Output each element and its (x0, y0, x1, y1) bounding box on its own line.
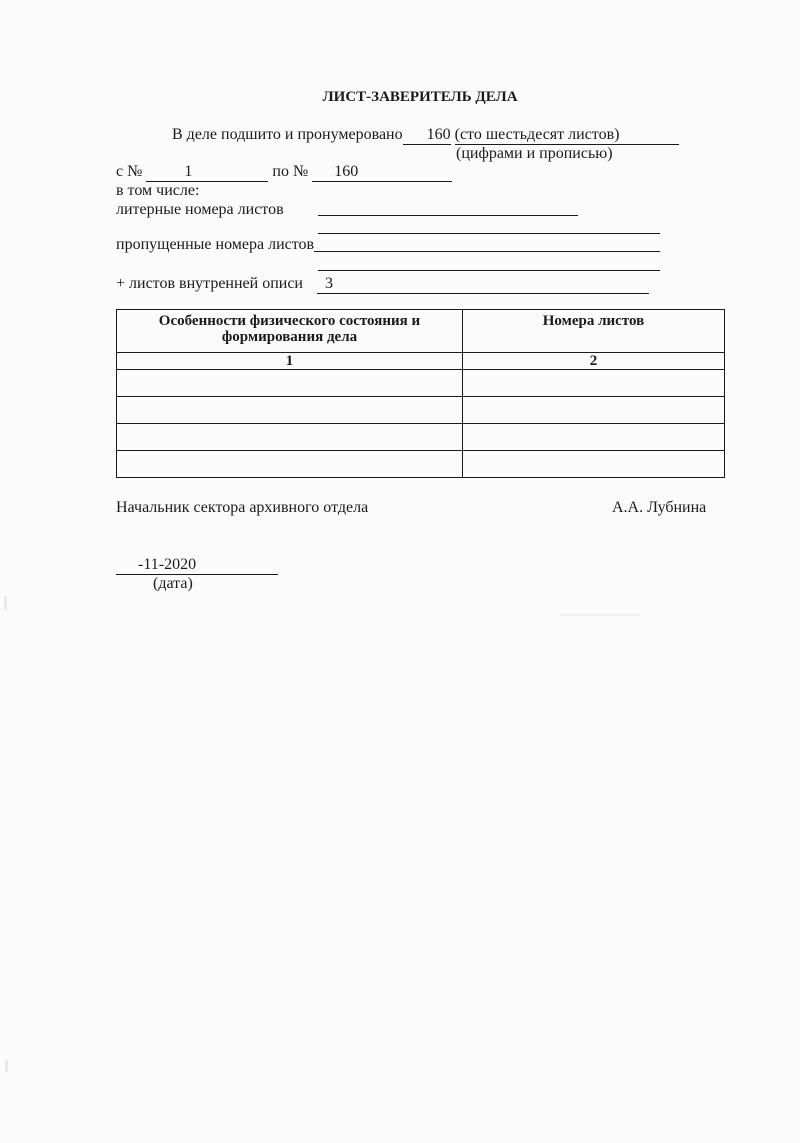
to-label: по № (272, 163, 309, 180)
date-hint: (дата) (153, 575, 193, 592)
signer-name: А.А. Лубнина (612, 499, 707, 516)
to-blank-trail (358, 163, 452, 182)
letter-numbers-line (318, 215, 578, 216)
table-cell (463, 424, 725, 451)
table-row (117, 424, 725, 451)
internal-inventory-value: 3 (325, 275, 333, 292)
scan-speck (4, 596, 7, 610)
sewn-blank-lead (403, 126, 427, 145)
missing-numbers-label: пропущенные номера листов (116, 236, 315, 253)
sewn-blank-trail (619, 126, 679, 145)
table-cell (463, 370, 725, 397)
to-value: 160 (334, 163, 359, 180)
to-blank-lead (312, 163, 334, 182)
table-cell (463, 397, 725, 424)
signer-position: Начальник сектора архивного отдела (116, 499, 369, 516)
date-blank-lead (116, 556, 138, 575)
letter-numbers-line-2 (318, 233, 660, 234)
table-cell (117, 451, 463, 478)
from-blank-lead (146, 163, 184, 182)
scan-speck (5, 1060, 8, 1072)
sewn-prefix: В деле подшито и пронумеровано (172, 126, 403, 143)
table-row (117, 370, 725, 397)
from-blank-trail (192, 163, 268, 182)
letter-numbers-label: литерные номера листов (116, 201, 284, 218)
range-line (116, 163, 452, 182)
scan-speck (560, 614, 640, 616)
table-header-sheet-numbers: Номера листов (463, 310, 725, 353)
table-cell (117, 370, 463, 397)
sewn-words: (сто шестьдесят листов) (454, 126, 620, 143)
internal-inventory-line (116, 275, 649, 294)
sewn-count: 160 (426, 126, 451, 143)
condition-table (116, 309, 725, 478)
document-title: ЛИСТ-ЗАВЕРИТЕЛЬ ДЕЛА (322, 89, 518, 105)
table-cell (117, 397, 463, 424)
table-row (117, 451, 725, 478)
internal-inventory-label: + листов внутренней описи (116, 275, 303, 292)
table-row (117, 397, 725, 424)
date-value: -11-2020 (138, 556, 197, 573)
sewn-hint: (цифрами и прописью) (456, 145, 613, 162)
table-cell (117, 424, 463, 451)
including-label: в том числе: (116, 182, 200, 199)
sewn-line (172, 126, 679, 145)
date-blank-trail (196, 556, 278, 575)
missing-numbers-line (314, 251, 660, 252)
internal-inventory-blank-trail (333, 275, 649, 294)
from-value: 1 (184, 163, 193, 180)
column-number-2: 2 (463, 353, 725, 370)
internal-inventory-blank-lead (317, 275, 325, 294)
missing-numbers-line-2 (318, 270, 660, 271)
column-number-1: 1 (117, 353, 463, 370)
date-line (116, 556, 278, 575)
table-cell (463, 451, 725, 478)
table-header-condition: Особенности физического состояния и формирования дела (117, 310, 463, 353)
from-label: с № (116, 163, 143, 180)
